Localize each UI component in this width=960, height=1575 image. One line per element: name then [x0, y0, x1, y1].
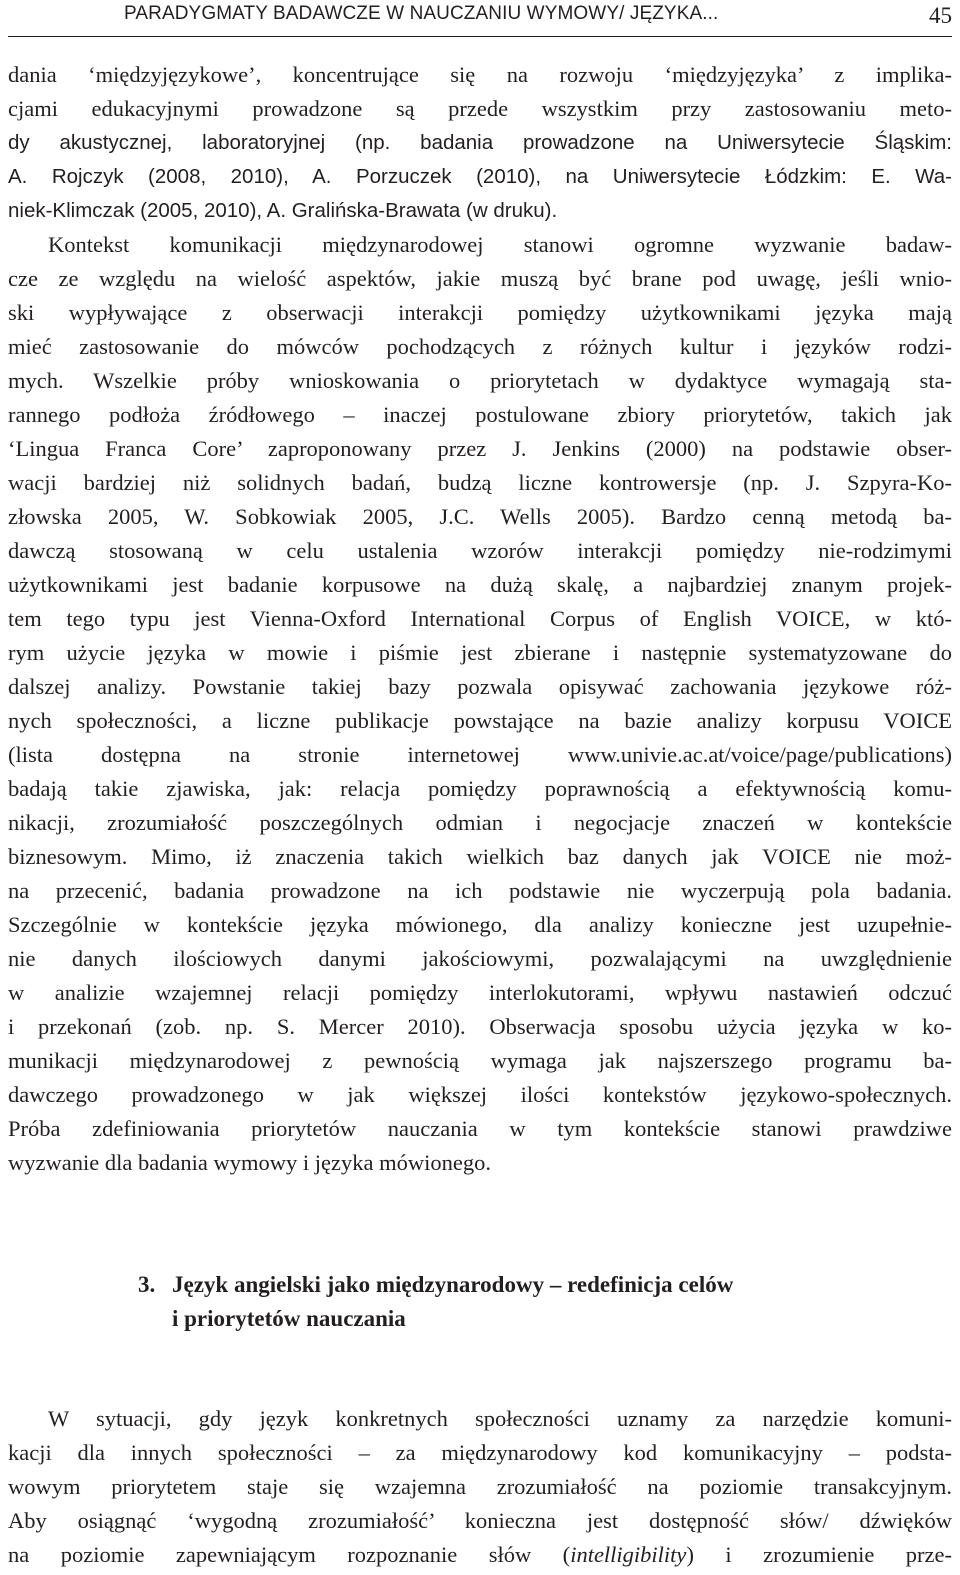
body-line: ski wypływające z obserwacji interakcji pomiędzy użytkownikami języka mają — [8, 300, 952, 325]
body-line: nikacji, zrozumiałość poszczególnych odmian i negocjacje znaczeń w kontekście — [8, 810, 952, 835]
body-line: mych. Wszelkie próby wnioskowania o priorytetach w dydaktyce wymagają sta- — [8, 368, 952, 393]
body-line: rym użycie języka w mowie i piśmie jest zbierane i następnie systematyzowane do — [8, 640, 952, 665]
body-line: A. Rojczyk (2008, 2010), A. Porzuczek (2010), na Uniwersytecie Łódzkim: E. Wa- — [8, 165, 952, 188]
section-title-line1: Język angielski jako międzynarodowy – redefinicja celów — [172, 1272, 734, 1297]
page-number: 45 — [929, 3, 952, 28]
section-body-line: kacji dla innych społeczności – za międzynarodowy kod komunikacyjny – podsta- — [8, 1440, 952, 1465]
running-title: PARADYGMATY BADAWCZE W NAUCZANIU WYMOWY/ JĘZYKA... — [124, 3, 719, 24]
body-line: tem tego typu jest Vienna-Oxford International Corpus of English VOICE, w któ- — [8, 606, 952, 631]
body-line: ‘Lingua Franca Core’ zaproponowany przez J. Jenkins (2000) na podstawie obser- — [8, 436, 952, 461]
body-line: dy akustycznej, laboratoryjnej (np. badania prowadzone na Uniwersytecie Śląskim: — [8, 131, 952, 154]
section-body-line: wowym priorytetem staje się wzajemna zrozumiałość na poziomie transakcyjnym. — [8, 1474, 952, 1499]
body-line: badają takie zjawiska, jak: relacja pomiędzy poprawnością a efektywnością komu- — [8, 776, 952, 801]
page-header — [8, 0, 952, 37]
section-title-line2: i priorytetów nauczania — [172, 1306, 406, 1331]
body-line: dalszej analizy. Powstanie takiej bazy pozwala opisywać zachowania językowe róż- — [8, 674, 952, 699]
body-line: użytkownikami jest badanie korpusowe na dużą skalę, a najbardziej znanym projek- — [8, 572, 952, 597]
body-line: dawczego prowadzonego w jak większej ilości kontekstów językowo-społecznych. — [8, 1082, 952, 1107]
body-line: biznesowym. Mimo, iż znaczenia takich wielkich baz danych jak VOICE nie moż- — [8, 844, 952, 869]
body-line: złowska 2005, W. Sobkowiak 2005, J.C. Wells 2005). Bardzo cenną metodą ba- — [8, 504, 952, 529]
body-line: i przekonań (zob. np. S. Mercer 2010). Obserwacja sposobu użycia języka w ko- — [8, 1014, 952, 1039]
body-line: nie danych ilościowych danymi jakościowymi, pozwalającymi na uwzględnienie — [8, 946, 952, 971]
line-text-before: na poziomie zapewniającym rozpoznanie słów ( — [8, 1542, 571, 1567]
body-line: Próba zdefiniowania priorytetów nauczania w tym kontekście stanowi prawdziwe — [8, 1116, 952, 1141]
body-line: munikacji międzynarodowej z pewnością wymaga jak najszerszego programu ba- — [8, 1048, 952, 1073]
body-line: Kontekst komunikacji międzynarodowej stanowi ogromne wyzwanie badaw- — [48, 232, 952, 257]
body-line: na przecenić, badania prowadzone na ich podstawie nie wyczerpują pola badania. — [8, 878, 952, 903]
body-line: cjami edukacyjnymi prowadzone są przede wszystkim przy zastosowaniu meto- — [8, 96, 952, 121]
body-line: dania ‘międzyjęzykowe’, koncentrujące się na rozwoju ‘międzyjęzyka’ z implika- — [8, 62, 952, 87]
body-line: rannego podłoża źródłowego – inaczej postulowane zbiory priorytetów, takich jak — [8, 402, 952, 427]
body-line: dawczą stosowaną w celu ustalenia wzorów interakcji pomiędzy nie-rodzimymi — [8, 538, 952, 563]
italic-term: intelligibility — [570, 1542, 687, 1567]
body-line: nych społeczności, a liczne publikacje powstające na bazie analizy korpusu VOICE — [8, 708, 952, 733]
section-body-line-last — [8, 1538, 952, 1572]
section-body-line: Aby osiągnąć ‘wygodną zrozumiałość’ konieczna jest dostępność słów/ dźwięków — [8, 1508, 952, 1533]
body-line: mieć zastosowanie do mówców pochodzących z różnych kultur i języków rodzi- — [8, 334, 952, 359]
body-line: (lista dostępna na stronie internetowej www.univie.ac.at/voice/page/publications) — [8, 742, 952, 767]
section-body-line: W sytuacji, gdy język konkretnych społeczności uznamy za narzędzie komuni- — [48, 1406, 952, 1431]
body-line: w analizie wzajemnej relacji pomiędzy interlokutorami, wpływu nastawień odczuć — [8, 980, 952, 1005]
body-line: wacji bardziej niż solidnych badań, budzą liczne kontrowersje (np. J. Szpyra-Ko- — [8, 470, 952, 495]
body-line: niek-Klimczak (2005, 2010), A. Gralińska-Brawata (w druku). — [8, 199, 558, 222]
line-text-after: ) i zrozumienie prze- — [686, 1542, 952, 1567]
section-number: 3. — [138, 1272, 156, 1297]
body-line: Szczególnie w kontekście języka mówionego, dla analizy konieczne jest uzupełnie- — [8, 912, 952, 937]
section-heading — [0, 1269, 960, 1339]
body-line: cze ze względu na wielość aspektów, jakie muszą być brane pod uwagę, jeśli wnio- — [8, 266, 952, 291]
body-line: wyzwanie dla badania wymowy i języka mówionego. — [8, 1150, 491, 1175]
